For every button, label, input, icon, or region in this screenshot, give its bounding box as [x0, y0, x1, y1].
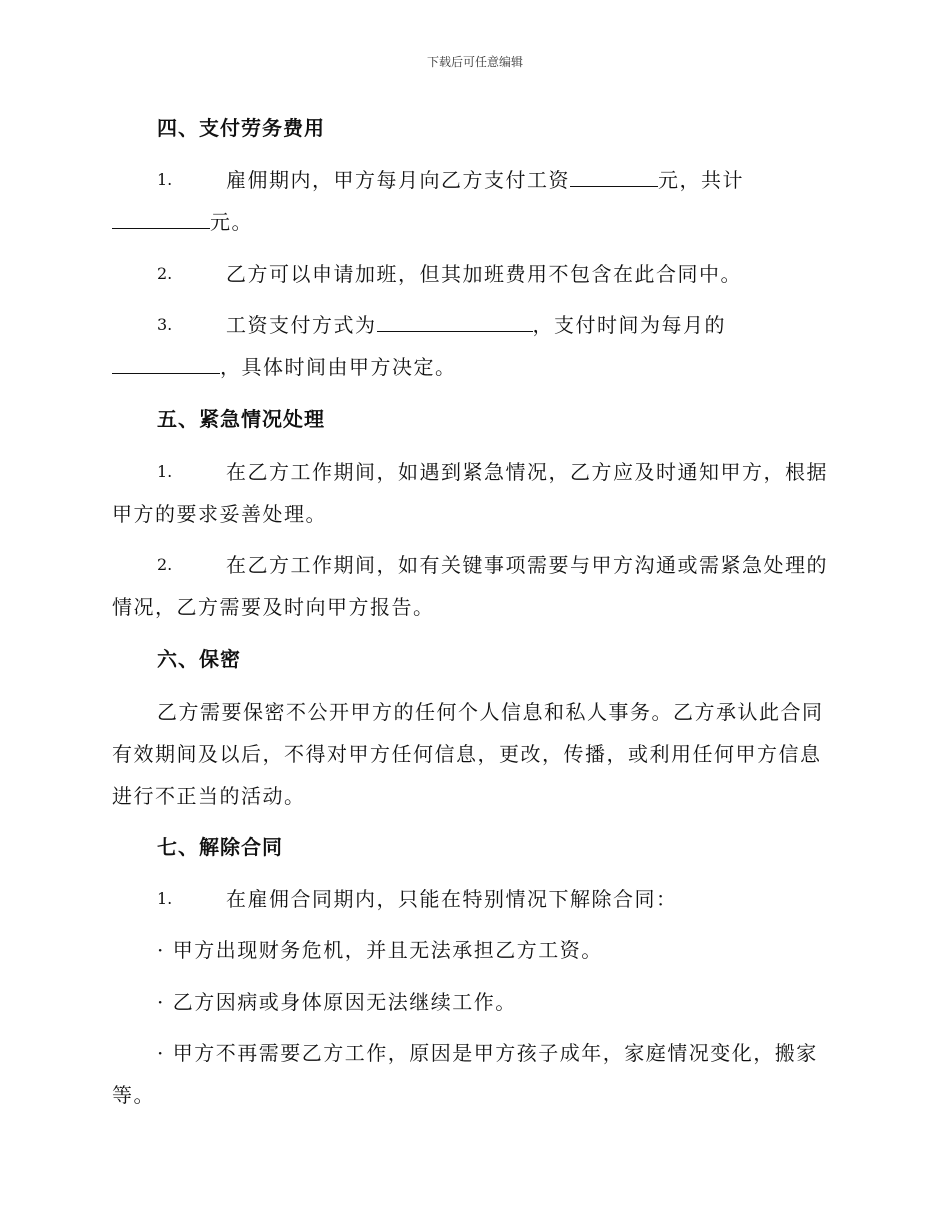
- blank-field[interactable]: [112, 210, 210, 229]
- paragraph-line: 在雇佣合同期内，只能在特别情况下解除合同：: [226, 887, 678, 911]
- paragraph-line: 乙方需要保密不公开甲方的任何个人信息和私人事务。乙方承认此合同: [157, 700, 824, 724]
- bullet-item: · 甲方出现财务危机，并且无法承担乙方工资。: [157, 938, 603, 962]
- text-span: 元。: [210, 210, 253, 234]
- paragraph-line: 有效期间及以后，不得对甲方任何信息，更改，传播，或利用任何甲方信息: [112, 742, 822, 766]
- item-number: 1.: [157, 889, 173, 908]
- item-number: 3.: [157, 315, 173, 334]
- text-span: 工资支付方式为: [226, 313, 377, 337]
- text-span: 雇佣期内，甲方每月向乙方支付工资: [226, 168, 570, 192]
- section-heading-5: 五、紧急情况处理: [157, 407, 325, 431]
- section-heading-6: 六、保密: [157, 647, 241, 671]
- item-number: 2.: [157, 555, 173, 574]
- item-number: 1.: [157, 462, 173, 481]
- page-header: 下载后可任意编辑: [426, 55, 523, 69]
- bullet-item: · 乙方因病或身体原因无法继续工作。: [157, 990, 517, 1014]
- blank-field[interactable]: [570, 168, 658, 187]
- paragraph-line: [226, 168, 744, 192]
- item-number: 1.: [157, 170, 173, 189]
- paragraph-line: 在乙方工作期间，如有关键事项需要与甲方沟通或需紧急处理的: [226, 553, 828, 577]
- blank-field[interactable]: [112, 355, 220, 374]
- paragraph-line: 甲方的要求妥善处理。: [112, 502, 327, 526]
- paragraph-line: 等。: [112, 1083, 155, 1107]
- paragraph-line: [112, 355, 457, 379]
- paragraph-line: [112, 210, 253, 234]
- text-span: ，具体时间由甲方决定。: [220, 355, 457, 379]
- text-span: ，支付时间为每月的: [532, 313, 726, 337]
- blank-field[interactable]: [377, 313, 533, 332]
- paragraph-line: [226, 313, 726, 337]
- paragraph-line: 情况，乙方需要及时向甲方报告。: [112, 595, 435, 619]
- bullet-item: · 甲方不再需要乙方工作，原因是甲方孩子成年，家庭情况变化，搬家: [157, 1041, 818, 1065]
- item-number: 2.: [157, 264, 173, 283]
- paragraph-line: 乙方可以申请加班，但其加班费用不包含在此合同中。: [226, 262, 742, 286]
- paragraph-line: 在乙方工作期间，如遇到紧急情况，乙方应及时通知甲方，根据: [226, 460, 828, 484]
- section-heading-4: 四、支付劳务费用: [157, 116, 325, 140]
- section-heading-7: 七、解除合同: [157, 835, 283, 859]
- text-span: 元，共计: [658, 168, 744, 192]
- paragraph-line: 进行不正当的活动。: [112, 784, 306, 808]
